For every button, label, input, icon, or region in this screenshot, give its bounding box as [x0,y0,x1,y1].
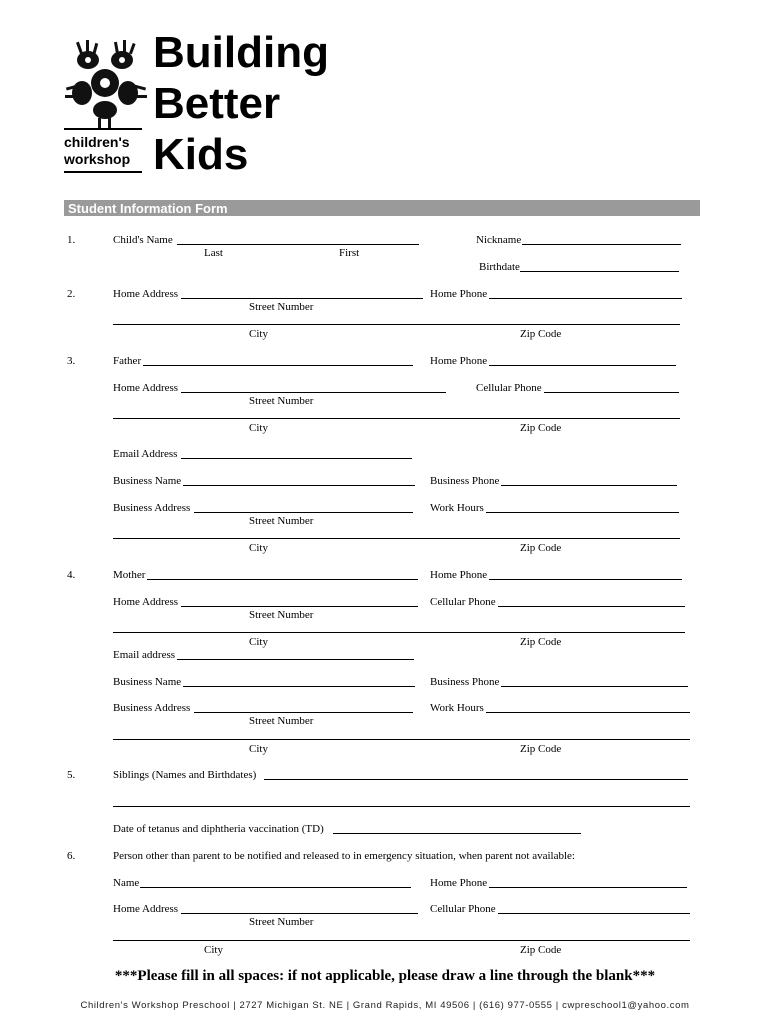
city-caption: City [249,328,268,340]
nickname-field[interactable] [522,244,681,245]
mother-field[interactable] [147,579,418,580]
section-1-number: 1. [67,234,76,246]
mother-business-zip-caption: Zip Code [520,743,562,755]
emergency-city-caption: City [204,944,223,956]
mother-zip-code-caption: Zip Code [520,636,562,648]
father-zip-code-caption: Zip Code [520,422,562,434]
fill-all-spaces-note: ***Please fill in all spaces: if not applicable, please draw a line through the blank*** [114,968,656,984]
mother-city-zip-field[interactable] [113,632,685,633]
emergency-intro: Person other than parent to be notified and released to in emergency situation, when parent not available: [113,850,575,862]
mother-cellular-phone-field[interactable] [498,606,685,607]
father-business-zip-caption: Zip Code [520,542,562,554]
father-business-city-caption: City [249,542,268,554]
mother-business-name-field[interactable] [183,686,415,687]
father-work-hours-field[interactable] [486,512,679,513]
mother-city-caption: City [249,636,268,648]
father-business-city-zip-field[interactable] [113,538,680,539]
childs-name-label: Child's Name [113,234,173,246]
childs-name-field[interactable] [177,244,419,245]
father-business-phone-label: Business Phone [430,475,500,487]
logo-org-line2: workshop [64,151,131,167]
home-phone-field[interactable] [489,298,682,299]
form-title: Student Information Form [68,201,228,216]
mother-street-number-caption: Street Number [249,609,314,621]
logo-divider-top [64,128,142,130]
home-address-label: Home Address [113,288,179,300]
mother-business-name-label: Business Name [113,676,182,688]
mother-cellular-phone-label: Cellular Phone [430,596,496,608]
father-home-phone-label: Home Phone [430,355,488,367]
city-zip-field[interactable] [113,324,680,325]
father-city-zip-field[interactable] [113,418,680,419]
siblings-label: Siblings (Names and Birthdates) [113,769,257,781]
section-3-number: 3. [67,355,76,367]
handprints-logo-icon [60,38,150,128]
mother-work-hours-field[interactable] [486,712,690,713]
mother-home-address-label: Home Address [113,596,179,608]
title-line2: Better [153,79,281,128]
emergency-name-label: Name [113,877,140,889]
father-email-field[interactable] [181,458,412,459]
emergency-zip-code-caption: Zip Code [520,944,562,956]
emergency-street-number-caption: Street Number [249,916,314,928]
title-line3: Kids [153,130,249,179]
father-business-name-field[interactable] [183,485,415,486]
father-cellular-phone-label: Cellular Phone [476,382,542,394]
father-field[interactable] [143,365,413,366]
mother-business-city-zip-field[interactable] [113,739,690,740]
emergency-cellular-phone-label: Cellular Phone [430,903,496,915]
emergency-home-phone-field[interactable] [489,887,687,888]
mother-label: Mother [113,569,146,581]
mother-work-hours-label: Work Hours [430,702,484,714]
footer-contact: Children's Workshop Preschool | 2727 Michigan St. NE | Grand Rapids, MI 49506 | (616) 977-0555 | cwpreschool1@yahoo.com [80,1000,690,1011]
logo-divider-bottom [64,171,142,173]
form-title-bar [64,200,700,216]
last-caption: Last [204,247,223,259]
father-email-label: Email Address [113,448,178,460]
birthdate-label: Birthdate [479,261,520,273]
nickname-label: Nickname [476,234,522,246]
mother-business-address-label: Business Address [113,702,191,714]
section-6-number: 6. [67,850,76,862]
mother-email-label: Email address [113,649,176,661]
emergency-name-field[interactable] [140,887,411,888]
father-cellular-phone-field[interactable] [544,392,679,393]
mother-home-phone-field[interactable] [489,579,682,580]
father-business-phone-field[interactable] [501,485,677,486]
street-number-caption: Street Number [249,301,314,313]
home-phone-label: Home Phone [430,288,488,300]
emergency-cellular-phone-field[interactable] [498,913,690,914]
father-business-address-field[interactable] [194,512,413,513]
father-business-street-caption: Street Number [249,515,314,527]
father-city-caption: City [249,422,268,434]
father-home-phone-field[interactable] [489,365,676,366]
mother-business-city-caption: City [249,743,268,755]
mother-email-field[interactable] [177,659,414,660]
father-business-name-label: Business Name [113,475,182,487]
emergency-city-zip-field[interactable] [113,940,690,941]
birthdate-field[interactable] [520,271,679,272]
father-home-address-field[interactable] [181,392,446,393]
first-caption: First [339,247,360,259]
siblings-field-line2[interactable] [113,806,690,807]
section-4-number: 4. [67,569,76,581]
father-business-address-label: Business Address [113,502,191,514]
section-2-number: 2. [67,288,76,300]
father-label: Father [113,355,142,367]
emergency-home-phone-label: Home Phone [430,877,488,889]
mother-business-street-caption: Street Number [249,715,314,727]
tetanus-label: Date of tetanus and diphtheria vaccination (TD) [113,823,324,835]
tetanus-field[interactable] [333,833,581,834]
mother-home-phone-label: Home Phone [430,569,488,581]
emergency-home-address-field[interactable] [181,913,418,914]
father-street-number-caption: Street Number [249,395,314,407]
mother-home-address-field[interactable] [181,606,418,607]
logo-org-line1: children's [64,134,130,150]
siblings-field[interactable] [264,779,688,780]
section-5-number: 5. [67,769,76,781]
emergency-home-address-label: Home Address [113,903,179,915]
father-work-hours-label: Work Hours [430,502,484,514]
zip-code-caption: Zip Code [520,328,562,340]
title-line1: Building [153,28,329,77]
father-home-address-label: Home Address [113,382,179,394]
mother-business-phone-label: Business Phone [430,676,500,688]
home-address-field[interactable] [181,298,423,299]
mother-business-phone-field[interactable] [501,686,688,687]
mother-business-address-field[interactable] [194,712,413,713]
